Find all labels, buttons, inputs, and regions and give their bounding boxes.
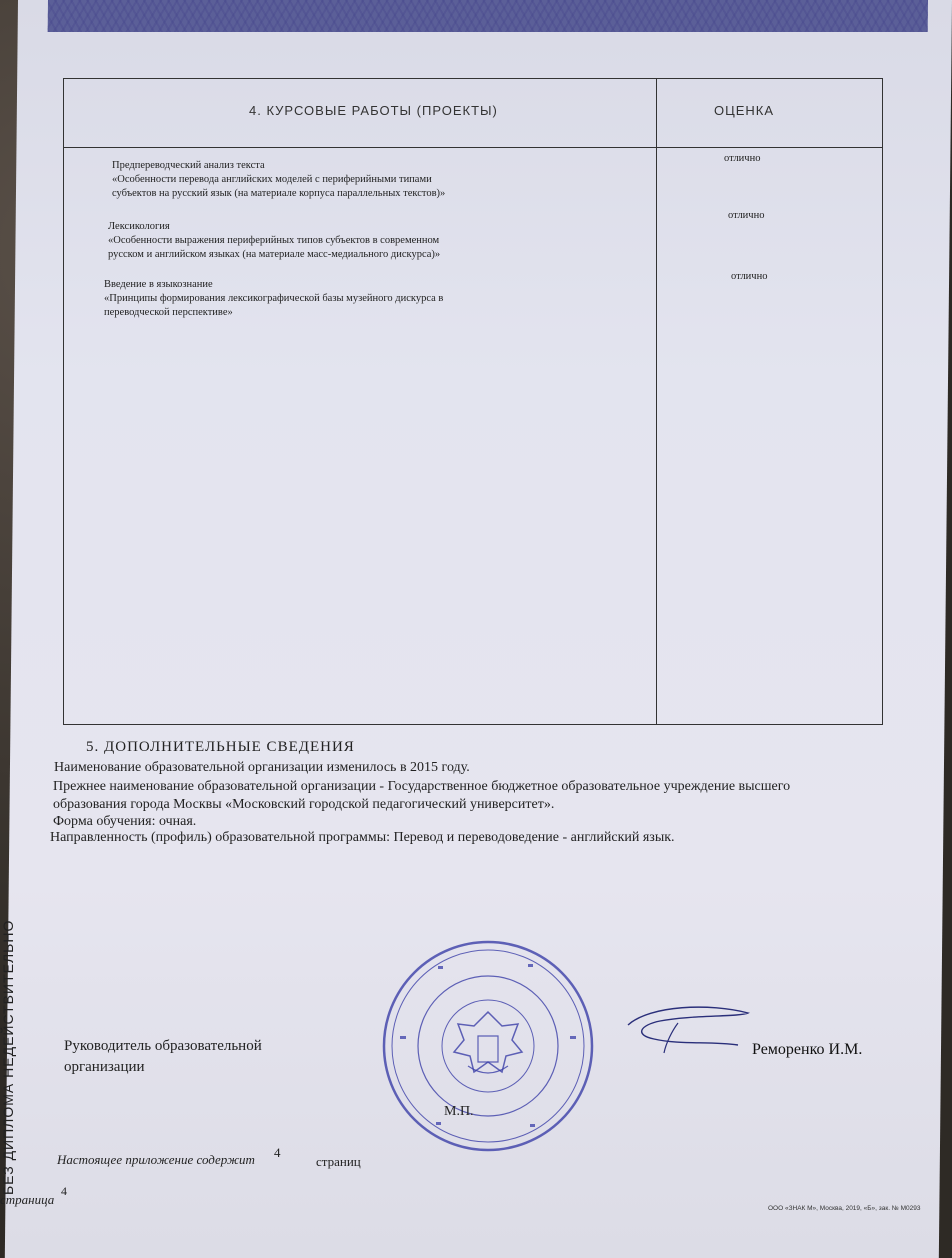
course-grade: отлично xyxy=(731,271,768,282)
course-grade: отлично xyxy=(724,153,761,164)
page-label: страница xyxy=(0,1192,55,1207)
stamp-place-label: М.П. xyxy=(444,1104,474,1119)
side-vertical-text: БЕЗ ДИПЛОМА НЕДЕЙСТВИТЕЛЬНО xyxy=(0,919,16,1195)
table-row xyxy=(104,278,524,320)
info-line-former-name: Прежнее наименование образовательной организации - Государственное бюджетное образовательное учреждение высшего xyxy=(53,779,791,794)
table-row xyxy=(108,220,528,262)
info-line-program-profile: Направленность (профиль) образовательной программы: Перевод и переводоведение - английский язык. xyxy=(50,830,675,845)
handwritten-signature-icon xyxy=(620,995,760,1065)
course-subject: Предпереводческий анализ текста xyxy=(112,160,265,171)
course-subject: Лексикология xyxy=(108,221,170,232)
coursework-table xyxy=(63,78,883,725)
course-grade: отлично xyxy=(728,210,765,221)
info-line-former-name-cont: образования города Москвы «Московский городской педагогический университет». xyxy=(53,797,555,812)
pages-count-label: Настоящее приложение содержит xyxy=(57,1152,255,1167)
guilloche-border xyxy=(48,0,928,32)
course-subject: Введение в языкознание xyxy=(104,279,213,290)
table-header-coursework: 4. КУРСОВЫЕ РАБОТЫ (ПРОЕКТЫ) xyxy=(249,103,498,118)
pages-count-value: 4 xyxy=(274,1145,281,1160)
course-title-cont: переводческой перспективе» xyxy=(104,307,233,318)
printer-imprint: ООО «ЗНАК М», Москва, 2019, «Б», зак. № М0293 xyxy=(768,1205,921,1212)
signatory-position-label: Руководитель образовательной организации xyxy=(64,1038,262,1075)
course-title: «Принципы формирования лексикографической базы музейного дискурса в xyxy=(104,293,444,304)
page-number: 4 xyxy=(61,1184,67,1198)
column-divider xyxy=(656,79,657,724)
info-line-name-change: Наименование образовательной организации изменилось в 2015 году. xyxy=(54,760,470,775)
official-seal-icon xyxy=(378,936,598,1156)
section-title-additional: 5. ДОПОЛНИТЕЛЬНЫЕ СВЕДЕНИЯ xyxy=(86,739,355,755)
course-title-cont: субъектов на русский язык (на материале корпуса параллельных текстов)» xyxy=(112,188,446,199)
course-title: «Особенности выражения периферийных типов субъектов в современном xyxy=(108,235,440,246)
course-title: «Особенности перевода английских моделей с периферийными типами xyxy=(112,174,432,185)
pages-count-unit: страниц xyxy=(316,1154,361,1169)
info-line-study-form: Форма обучения: очная. xyxy=(53,814,197,829)
header-divider xyxy=(64,147,882,148)
signatory-name: Реморенко И.М. xyxy=(752,1041,863,1058)
course-title-cont: русском и английском языках (на материале масс-медиального дискурса)» xyxy=(108,249,441,260)
table-header-grade: ОЦЕНКА xyxy=(714,103,775,118)
table-row xyxy=(112,159,532,201)
